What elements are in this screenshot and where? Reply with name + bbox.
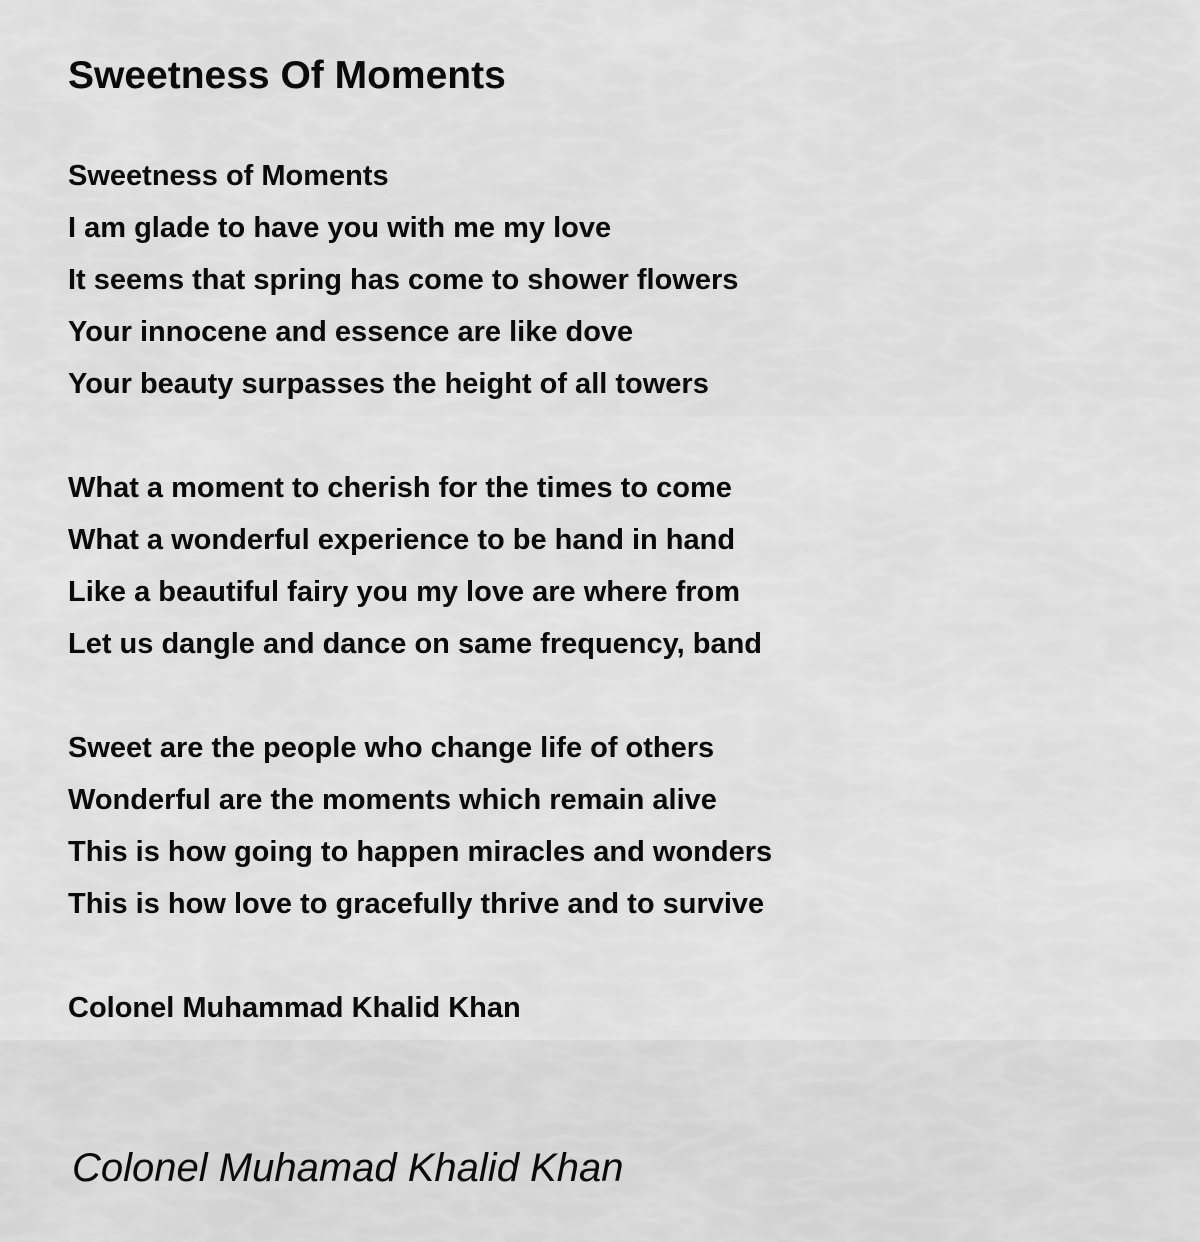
poem-line: I am glade to have you with me my love <box>68 212 612 244</box>
poem-line: It seems that spring has come to shower flowers <box>68 264 739 296</box>
poem-line: Your beauty surpasses the height of all towers <box>68 368 709 400</box>
poem-body <box>68 150 772 1034</box>
poem-author-line: Colonel Muhammad Khalid Khan <box>68 992 521 1024</box>
poem-line: What a moment to cherish for the times to come <box>68 472 732 504</box>
background-band-bottom <box>0 1040 1200 1242</box>
poem-line: Sweetness of Moments <box>68 160 389 192</box>
poem-line: Let us dangle and dance on same frequency, band <box>68 628 763 660</box>
poem-line: Your innocene and essence are like dove <box>68 316 634 348</box>
poem-line: Wonderful are the moments which remain alive <box>68 784 717 816</box>
poem-line: This is how going to happen miracles and wonders <box>68 836 773 868</box>
stanza-break <box>68 410 772 462</box>
stanza-break <box>68 670 772 722</box>
poem-line: This is how love to gracefully thrive and to survive <box>68 888 765 920</box>
page-title: Sweetness Of Moments <box>68 54 506 97</box>
poem-line: What a wonderful experience to be hand in hand <box>68 524 736 556</box>
stanza-break <box>68 930 772 982</box>
poem-line: Like a beautiful fairy you my love are where from <box>68 576 741 608</box>
author-signature: Colonel Muhamad Khalid Khan <box>72 1146 624 1190</box>
poem-line: Sweet are the people who change life of others <box>68 732 715 764</box>
